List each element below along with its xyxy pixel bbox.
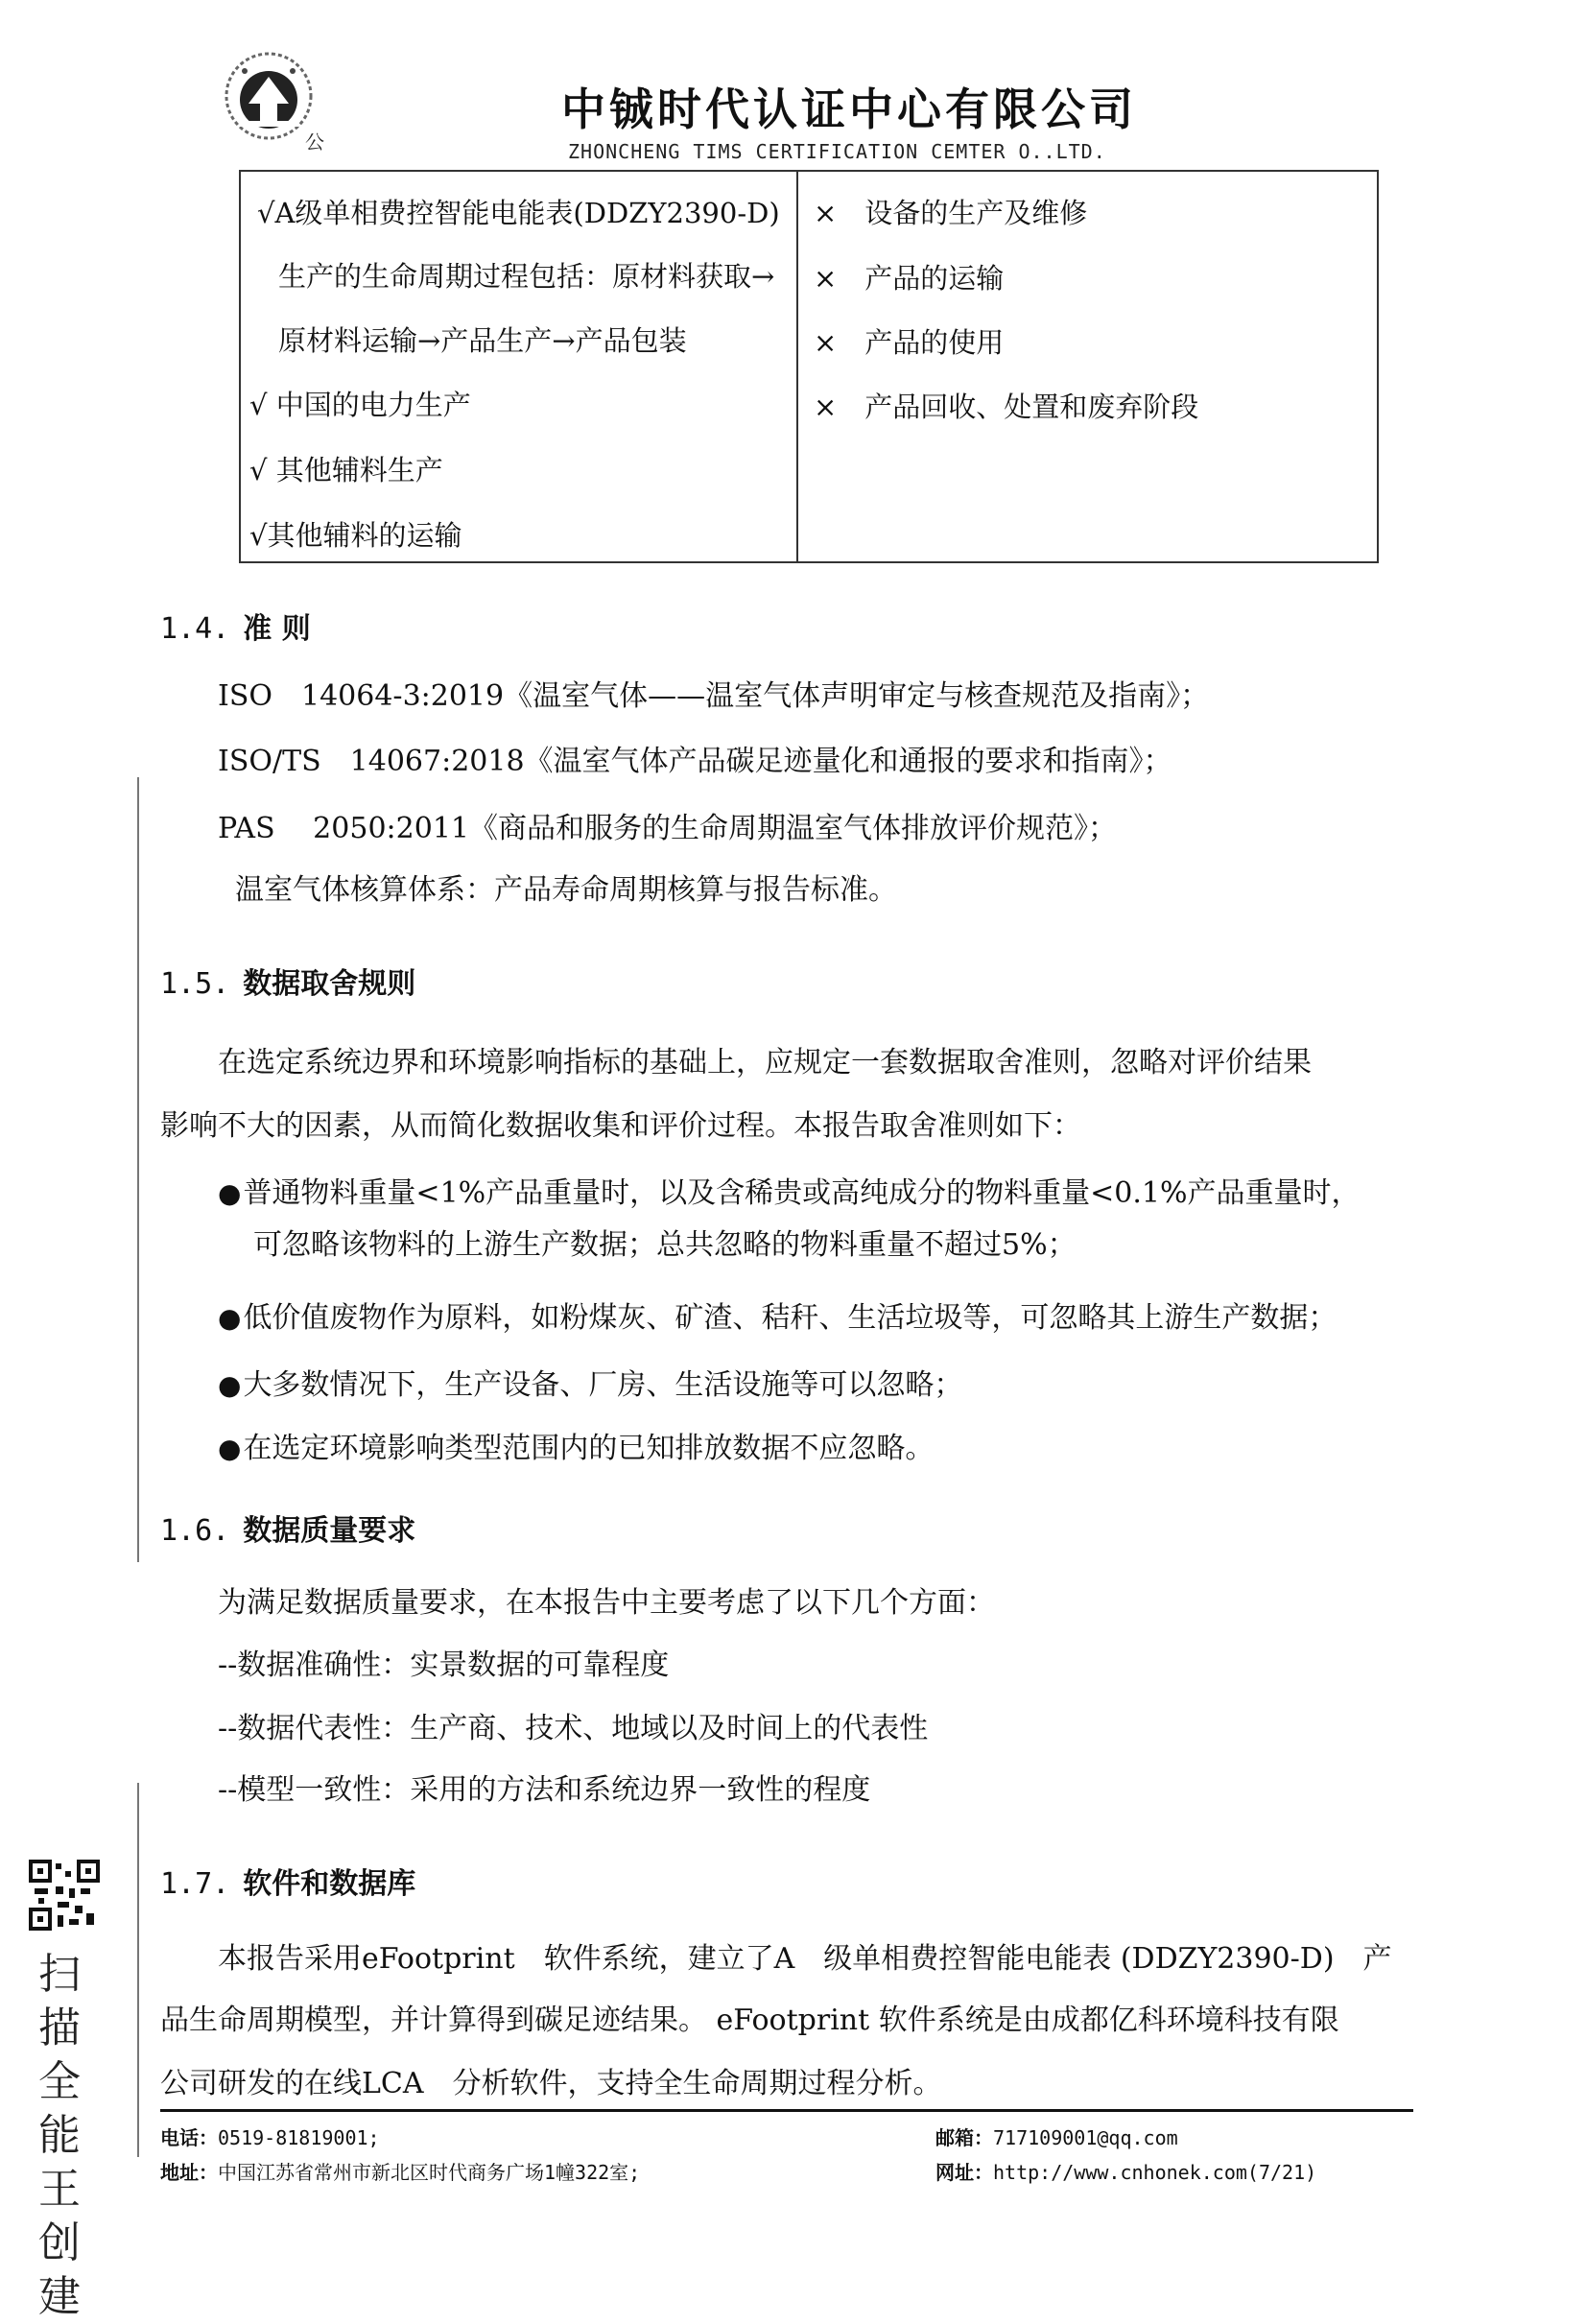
bullet-text: 普通物料重量<1%产品重量时，以及含稀贵或高纯成分的物料重量<0.1%产品重量时，	[243, 1176, 1361, 1210]
paragraph-line: 公司研发的在线LCA 分析软件，支持全生命周期过程分析。	[160, 2067, 942, 2100]
margin-rule	[137, 777, 139, 1562]
qr-code-icon	[29, 1860, 100, 1931]
section-number: 1.4.	[160, 612, 230, 646]
bullet-icon: ●	[218, 1177, 242, 1209]
paragraph-line: 为满足数据质量要求，在本报告中主要考虑了以下几个方面：	[218, 1586, 995, 1620]
web-label: 网址：	[935, 2161, 993, 2184]
quality-item: --数据代表性：生产商、技术、地域以及时间上的代表性	[218, 1712, 929, 1745]
phone-label: 电话：	[160, 2126, 218, 2149]
section-title: 软件和数据库	[243, 1867, 416, 1901]
section-title: 数据取舍规则	[243, 967, 416, 1001]
included-item: √ 中国的电力生产	[249, 389, 471, 421]
section-number: 1.5.	[160, 967, 230, 1001]
web-value[interactable]: http://www.cnhonek.com(7/21)	[993, 2161, 1317, 2184]
scanner-watermark-text: 扫描全能王创建	[38, 1950, 81, 2321]
paragraph-line: 影响不大的因素，从而简化数据收集和评价过程。本报告取舍准则如下：	[160, 1109, 1081, 1143]
bullet-text: 大多数情况下，生产设备、厂房、生活设施等可以忽略；	[243, 1368, 963, 1402]
bullet-item	[218, 1424, 934, 1466]
bullet-text: 在选定环境影响类型范围内的已知排放数据不应忽略。	[243, 1432, 935, 1465]
excluded-item: × 设备的生产及维修	[814, 197, 1088, 229]
bullet-icon: ●	[218, 1302, 242, 1334]
quality-item: --数据准确性：实景数据的可靠程度	[218, 1648, 670, 1682]
address-value: 中国江苏省常州市新北区时代商务广场1幢322室;	[218, 2161, 641, 2184]
paragraph-line: 本报告采用eFootprint 软件系统，建立了A 级单相费控智能电能表 (DDZY2390-D) 产	[218, 1942, 1392, 1976]
quality-item: --模型一致性：采用的方法和系统边界一致性的程度	[218, 1773, 871, 1807]
standard-line: ISO/TS 14067:2018《温室气体产品碳足迹量化和通报的要求和指南》；	[218, 745, 1172, 778]
phone-value: 0519-81819001;	[218, 2126, 380, 2149]
section-heading-1-4	[160, 605, 311, 647]
included-item: 生产的生命周期过程包括：原材料获取→	[278, 260, 775, 293]
included-item: √A级单相费控智能电能表(DDZY2390-D)	[257, 197, 780, 229]
bullet-icon: ●	[218, 1433, 242, 1464]
footer-address	[160, 2157, 640, 2185]
bullet-item	[218, 1293, 1337, 1336]
margin-rule	[137, 1783, 139, 2157]
email-value: 717109001@qq.com	[993, 2126, 1178, 2149]
email-label: 邮箱：	[935, 2126, 993, 2149]
section-title: 数据质量要求	[243, 1514, 416, 1548]
paragraph-line: 品生命周期模型，并计算得到碳足迹结果。 eFootprint 软件系统是由成都亿科环境科技有限	[160, 2004, 1339, 2037]
standard-line: 温室气体核算体系：产品寿命周期核算与报告标准。	[235, 873, 897, 907]
section-heading-1-6	[160, 1506, 415, 1549]
included-item: √ 其他辅料生产	[249, 454, 443, 486]
bullet-continuation: 可忽略该物料的上游生产数据；总共忽略的物料重量不超过5%；	[253, 1228, 1077, 1262]
standard-line: ISO 14064-3:2019《温室气体——温室气体声明审定与核查规范及指南》；	[218, 679, 1210, 713]
logo-small-char: 公	[305, 130, 324, 154]
section-heading-1-5	[160, 960, 415, 1002]
footer-phone	[160, 2122, 380, 2150]
excluded-item: × 产品回收、处置和废弃阶段	[814, 391, 1199, 423]
standard-line: PAS 2050:2011《商品和服务的生命周期温室气体排放评价规范》；	[218, 812, 1117, 845]
paragraph-line: 在选定系统边界和环境影响指标的基础上，应规定一套数据取舍准则，忽略对评价结果	[218, 1046, 1312, 1079]
footer-email	[935, 2122, 1178, 2150]
section-number: 1.7.	[160, 1867, 230, 1901]
bullet-icon: ●	[218, 1369, 242, 1401]
footer-divider	[160, 2109, 1413, 2112]
company-name-cn: 中铖时代认证中心有限公司	[561, 83, 1137, 135]
excluded-item: × 产品的使用	[814, 326, 1005, 359]
section-title: 准 则	[243, 612, 311, 646]
section-number: 1.6.	[160, 1514, 230, 1548]
address-label: 地址：	[160, 2161, 218, 2184]
excluded-item: × 产品的运输	[814, 262, 1005, 295]
footer-website	[935, 2157, 1316, 2185]
company-name-en: ZHONCHENG TIMS CERTIFICATION CEMTER O..LTD.	[568, 140, 1106, 163]
bullet-item	[218, 1361, 962, 1403]
bullet-item	[218, 1169, 1361, 1211]
section-heading-1-7	[160, 1860, 415, 1902]
table-column-divider	[796, 170, 798, 563]
bullet-text: 低价值废物作为原料，如粉煤灰、矿渣、秸秆、生活垃圾等，可忽略其上游生产数据；	[243, 1301, 1337, 1335]
included-item: √其他辅料的运输	[249, 519, 462, 552]
included-item: 原材料运输→产品生产→产品包装	[278, 324, 687, 357]
